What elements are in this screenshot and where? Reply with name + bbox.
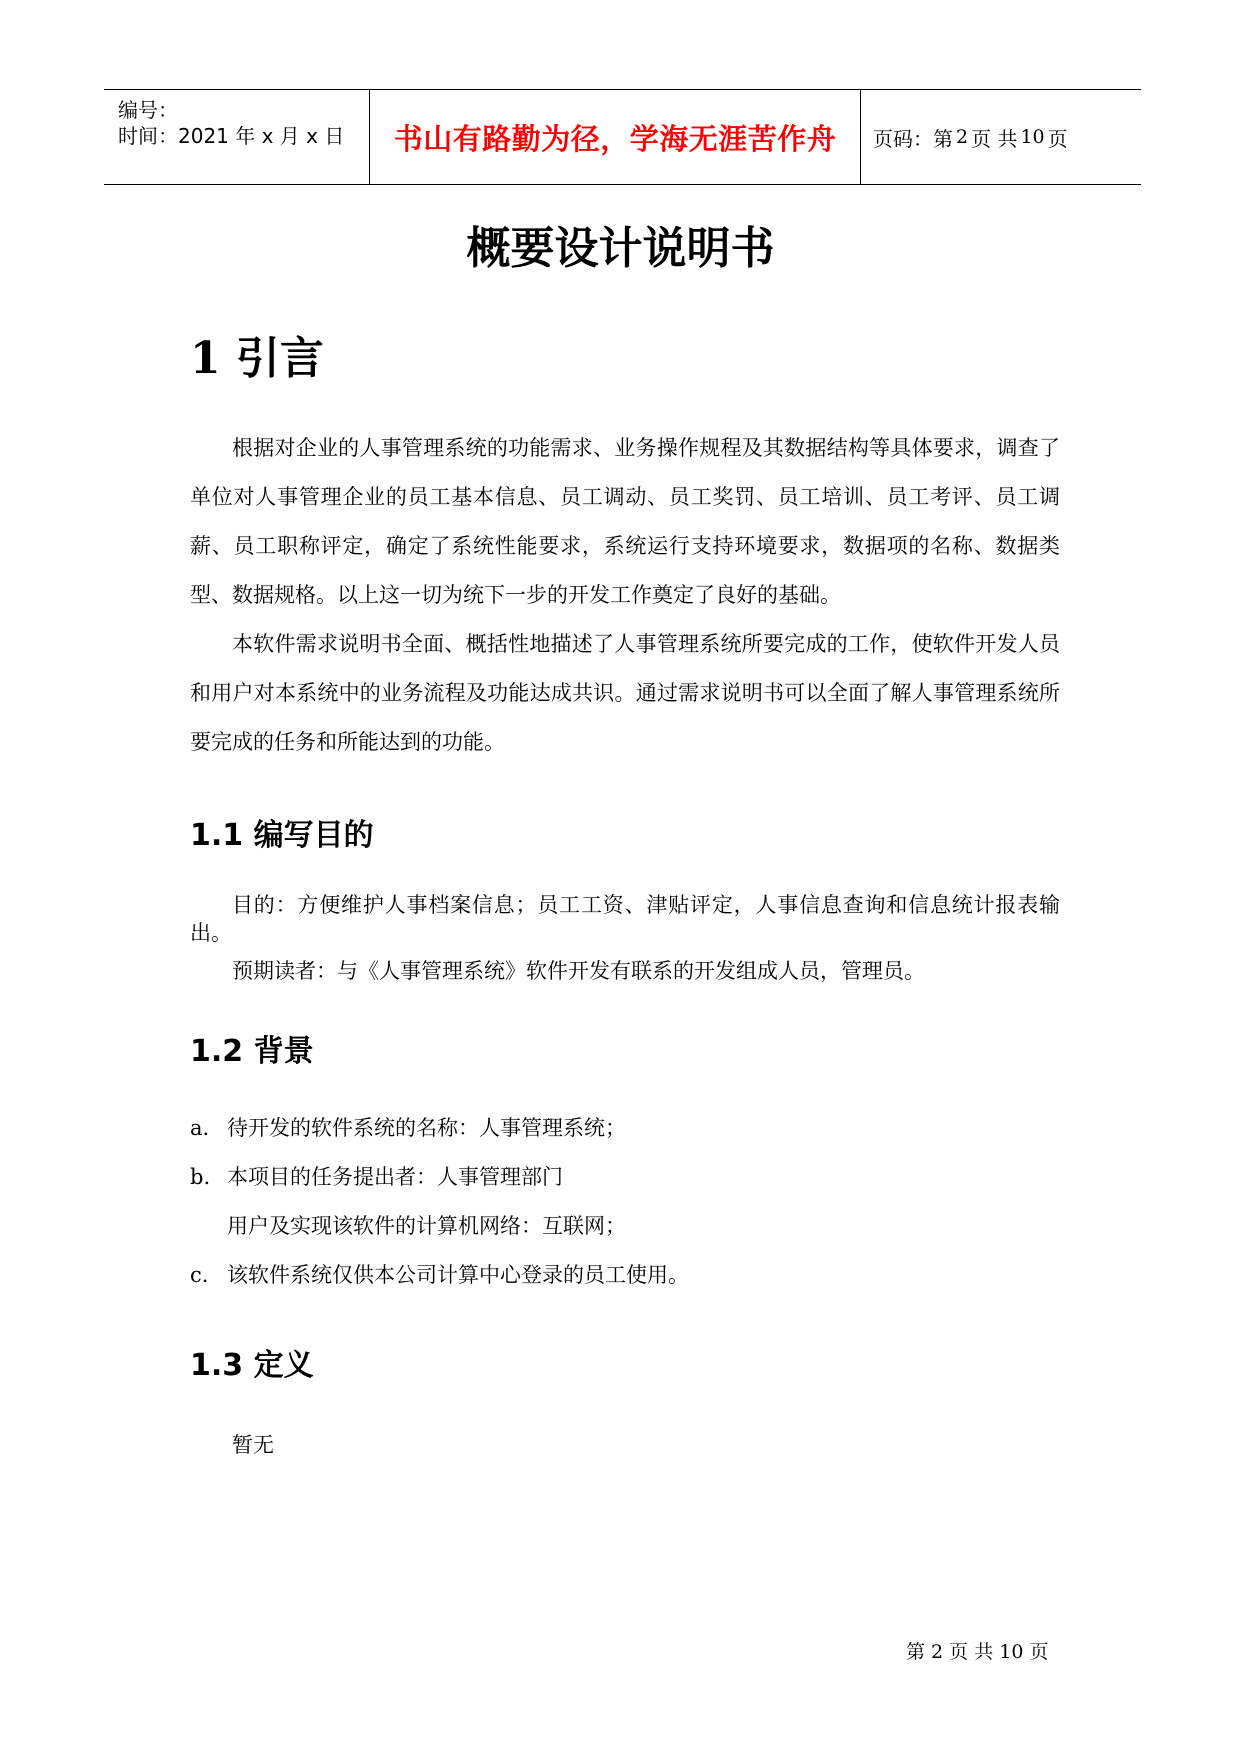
section-heading-definitions: 1.3 定义 bbox=[190, 1348, 314, 1383]
list-item bbox=[190, 1259, 689, 1289]
header-motto: 书山有路勤为径，学海无涯苦作舟 bbox=[393, 121, 837, 156]
header-meta-cell bbox=[104, 90, 370, 184]
list-item bbox=[190, 1161, 563, 1191]
list-item-text: 用户及实现该软件的计算机网络：互联网； bbox=[227, 1214, 626, 1238]
list-item-text: 本项目的任务提出者：人事管理部门 bbox=[227, 1165, 563, 1189]
list-item-text: 待开发的软件系统的名称：人事管理系统； bbox=[227, 1116, 626, 1140]
section-heading-introduction: 1 引言 bbox=[190, 333, 324, 384]
section-heading-background: 1.2 背景 bbox=[190, 1034, 314, 1069]
header-page-suffix: 页 bbox=[1047, 126, 1068, 151]
list-marker: a. bbox=[190, 1116, 210, 1140]
header-time-label: 时间：2021 年 x 月 x 日 bbox=[118, 124, 345, 148]
header-page-cell bbox=[861, 90, 1141, 184]
list-item-text: 该软件系统仅供本公司计算中心登录的员工使用。 bbox=[227, 1263, 689, 1287]
list-marker: b. bbox=[190, 1165, 211, 1189]
intro-paragraph-1: 根据对企业的人事管理系统的功能需求、业务操作规程及其数据结构等具体要求，调查了单位对人事管理企业的员工基本信息、员工调动、员工奖罚、员工培训、员工考评、员工调薪、员工职称评定，确定了系统性能要求，系统运行支持环境要求，数据项的名称、数据类型、数据规格。以上这一切为统下一步的开发工作奠定了良好的基础。 bbox=[190, 436, 1060, 607]
header-page-total: 10 bbox=[1020, 126, 1045, 148]
readers-line: 预期读者：与《人事管理系统》软件开发有联系的开发组成人员，管理员。 bbox=[232, 959, 925, 983]
document-title: 概要设计说明书 bbox=[466, 223, 775, 274]
header-motto-cell bbox=[370, 90, 861, 184]
section-heading-purpose: 1.1 编写目的 bbox=[190, 818, 374, 853]
list-marker: c. bbox=[190, 1263, 209, 1287]
list-item bbox=[190, 1112, 626, 1142]
definitions-text: 暂无 bbox=[232, 1433, 274, 1457]
header-page-prefix: 页码：第 bbox=[873, 126, 953, 151]
list-item bbox=[190, 1210, 626, 1240]
purpose-paragraph: 目的：方便维护人事档案信息；员工工资、津贴评定，人事信息查询和信息统计报表输出。 bbox=[190, 893, 1060, 945]
header-number-label: 编号： bbox=[118, 98, 178, 122]
header-page-mid: 页 共 bbox=[971, 126, 1018, 151]
intro-paragraph-2: 本软件需求说明书全面、概括性地描述了人事管理系统所要完成的工作，使软件开发人员和用户对本系统中的业务流程及功能达成共识。通过需求说明书可以全面了解人事管理系统所要完成的任务和所能达到的功能。 bbox=[190, 632, 1060, 754]
page-footer: 第 2 页 共 10 页 bbox=[906, 1641, 1049, 1663]
page-header bbox=[104, 89, 1141, 185]
header-page-number: 2 bbox=[956, 126, 969, 148]
